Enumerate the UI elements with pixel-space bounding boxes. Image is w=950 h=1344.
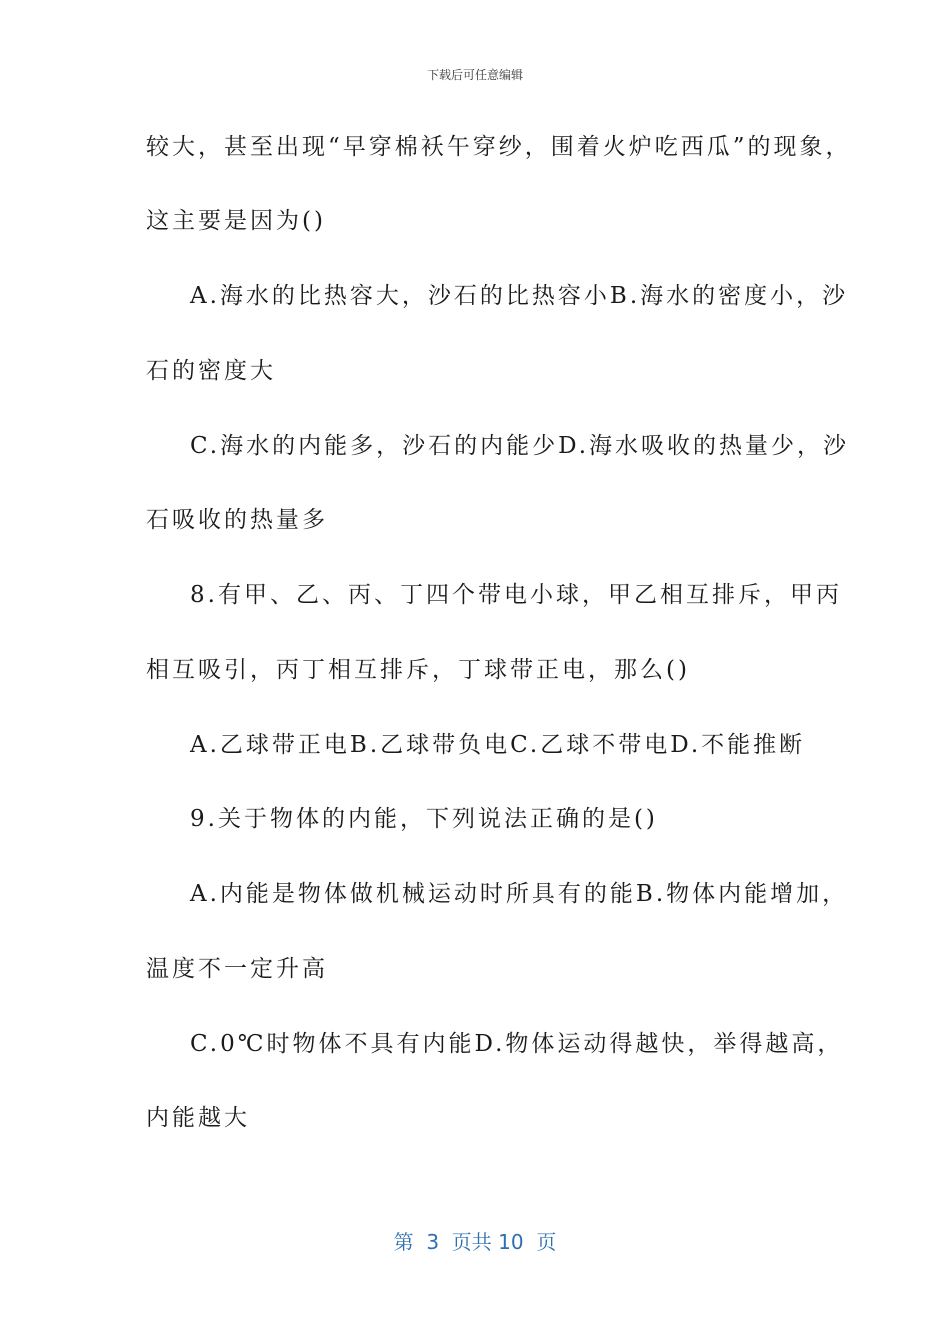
text-line: 相互吸引，丙丁相互排斥，丁球带正电，那么() <box>146 657 690 683</box>
text-line: 温度不一定升高 <box>146 956 328 982</box>
text-line: 石吸收的热量多 <box>146 507 328 533</box>
option-line: C.0℃时物体不具有内能D.物体运动得越快，举得越高， <box>190 1031 844 1057</box>
question-line: 8.有甲、乙、丙、丁四个带电小球，甲乙相互排斥，甲丙 <box>190 582 842 608</box>
option-line: A.海水的比热容大，沙石的比热容小B.海水的密度小，沙 <box>190 283 849 309</box>
text-line: 石的密度大 <box>146 358 276 384</box>
option-line: A.乙球带正电B.乙球带负电C.乙球不带电D.不能推断 <box>190 732 806 758</box>
page-footer: 第 3 页共 10 页 <box>393 1230 557 1254</box>
text-line: 内能越大 <box>146 1105 250 1131</box>
header-note: 下载后可任意编辑 <box>426 68 523 82</box>
option-line: C.海水的内能多，沙石的内能少D.海水吸收的热量少，沙 <box>190 433 850 459</box>
text-line: 较大，甚至出现“早穿棉袄午穿纱，围着火炉吃西瓜”的现象， <box>146 134 852 160</box>
text-line: 这主要是因为() <box>146 208 326 234</box>
option-line: A.内能是物体做机械运动时所具有的能B.物体内能增加， <box>190 881 849 907</box>
question-line: 9.关于物体的内能，下列说法正确的是() <box>190 806 658 832</box>
